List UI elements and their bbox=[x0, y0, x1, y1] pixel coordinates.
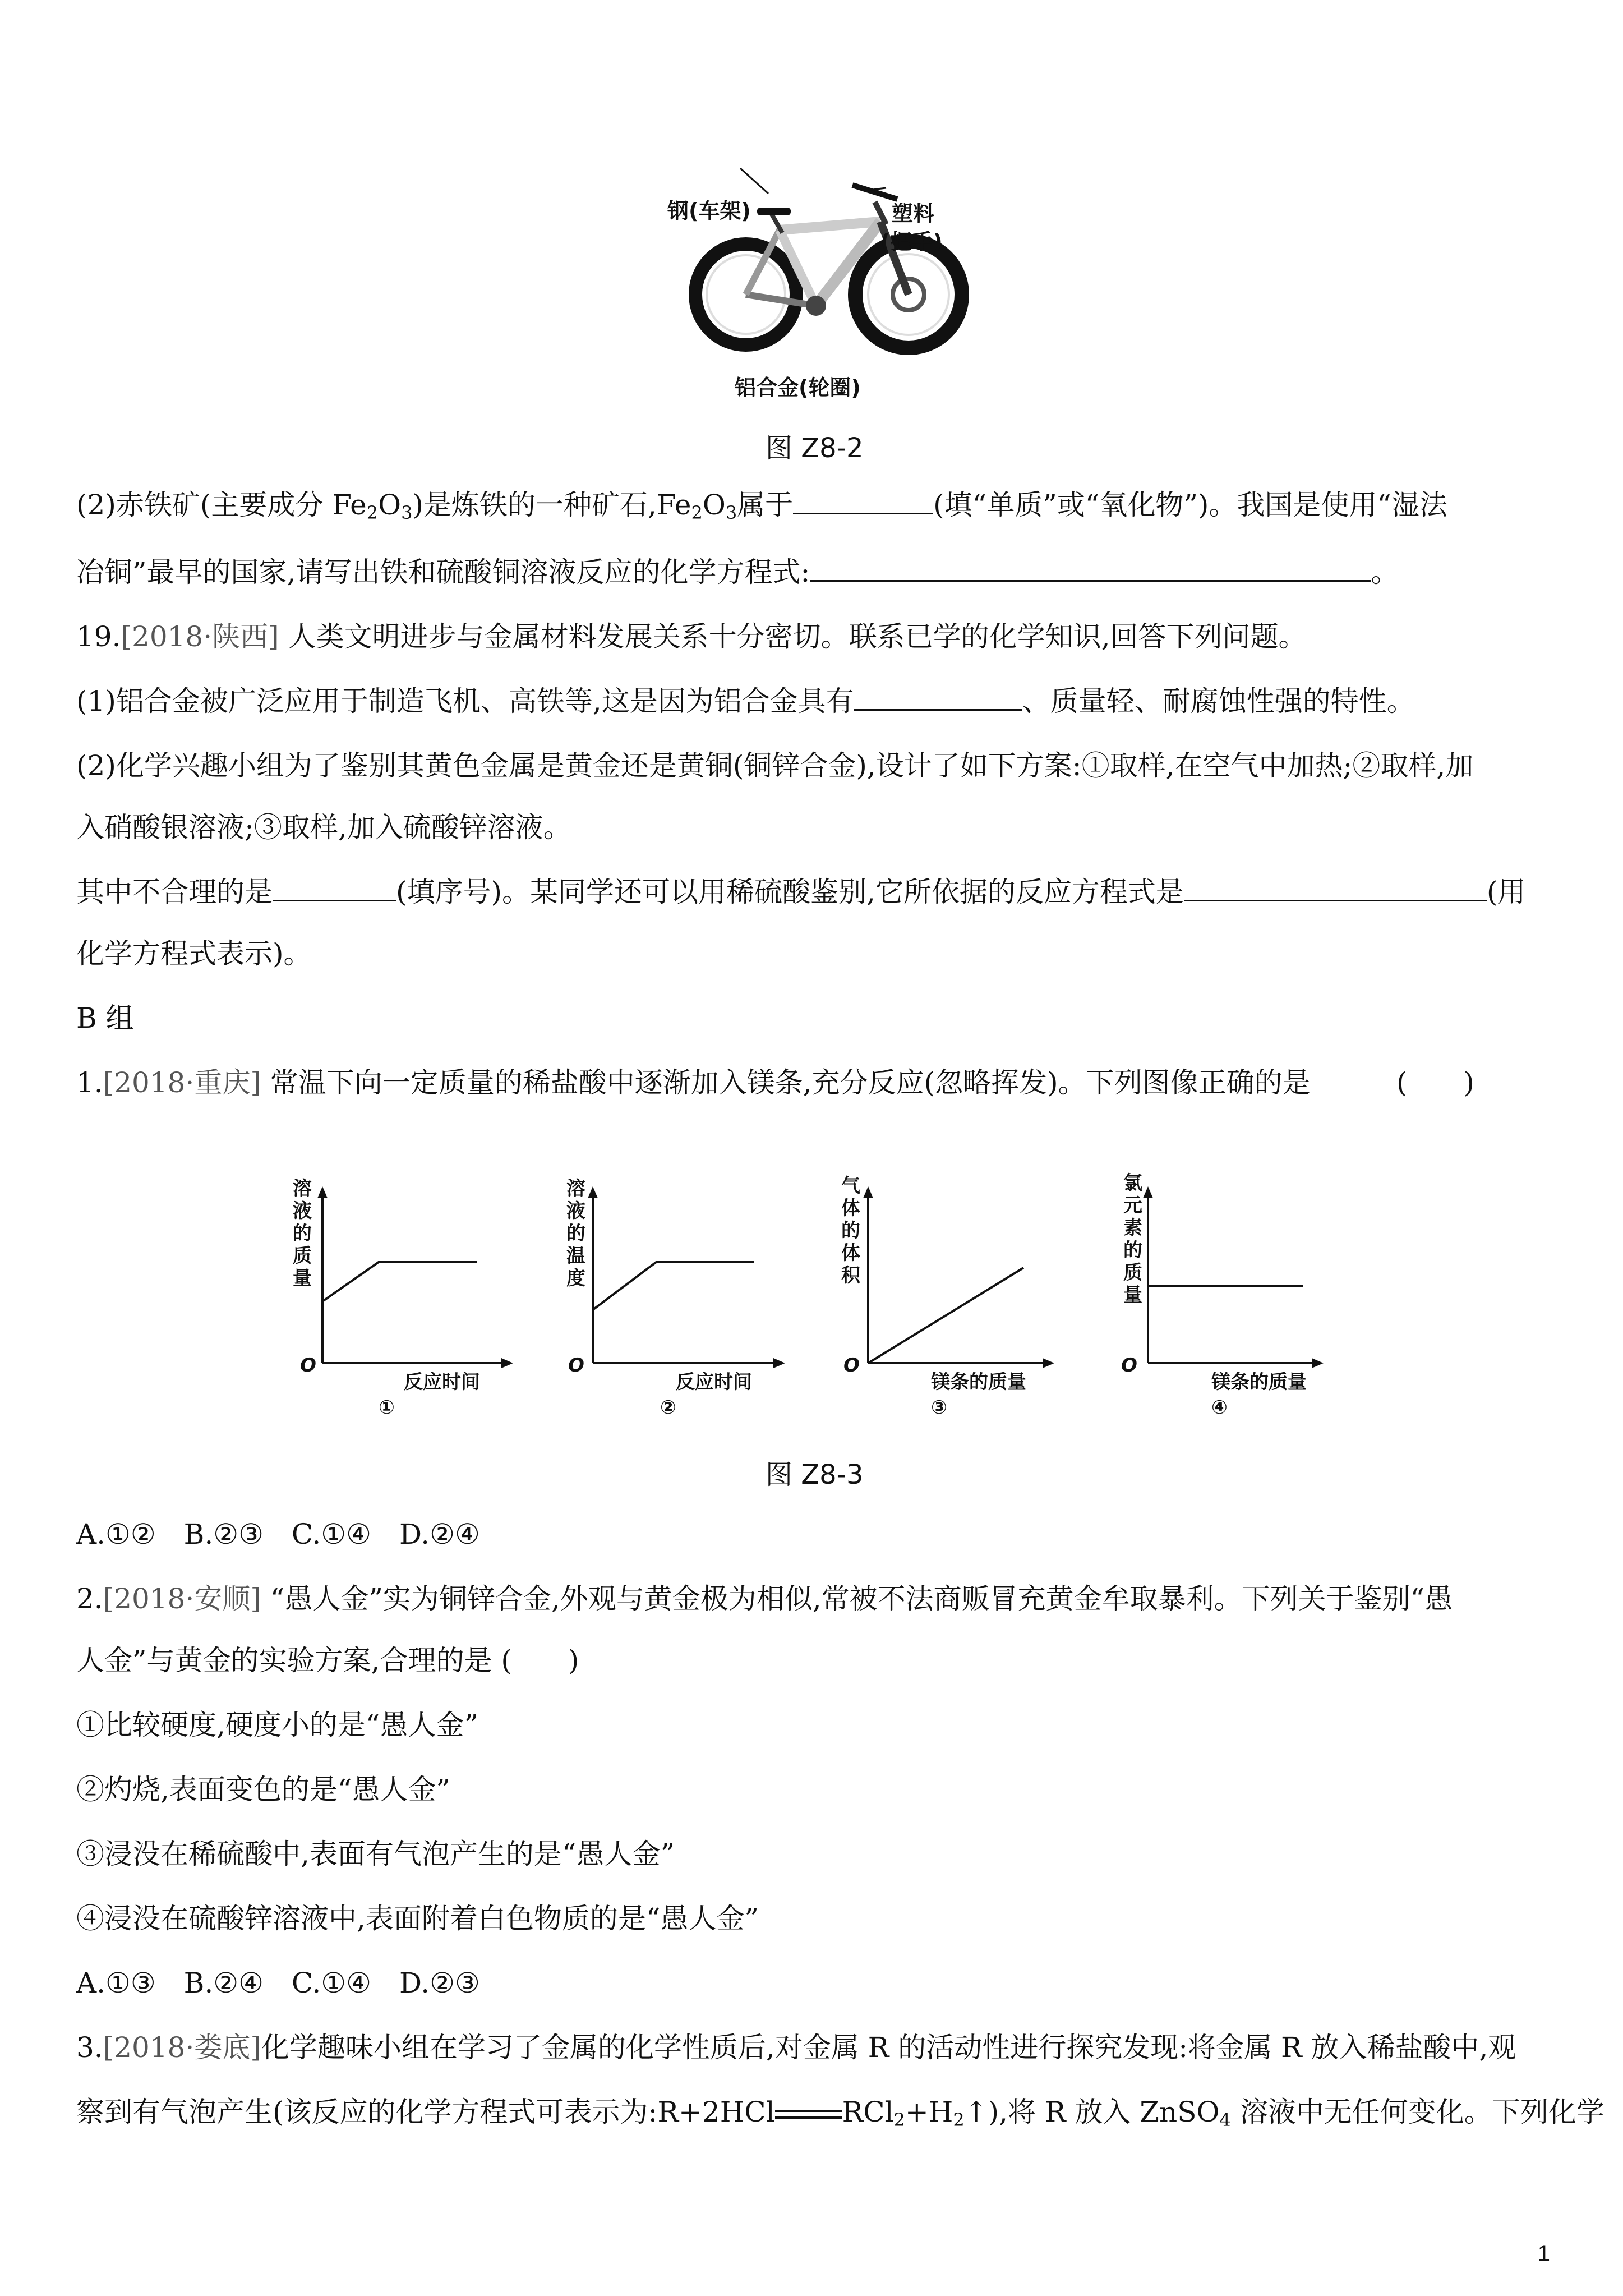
q19-part3-line2: 化学方程式表示)。 bbox=[76, 937, 312, 970]
graph-ylabel: 液 bbox=[566, 1200, 585, 1222]
graph-curve bbox=[322, 1262, 477, 1301]
q18-part2-line1: (2)赤铁矿(主要成分 $Fe_2O_3$)是炼铁的一种矿石$,Fe_2O_3$属于 (填“单质”或“氧化物”)。我国是使用“湿法 bbox=[76, 489, 1447, 523]
graph-ylabel: 氯 bbox=[1123, 1172, 1142, 1194]
b2-stem-line2: 人金”与黄金的实验方案,合理的是 ( ) bbox=[76, 1644, 579, 1677]
answer-blank[interactable] bbox=[1184, 875, 1487, 901]
source-tag: [2018·安顺] bbox=[103, 1582, 261, 1615]
q19-part2-line2: 入硝酸银溶液;③取样,加入硫酸锌溶液。 bbox=[76, 811, 571, 844]
figure-caption-z8-2: 图 Z8-2 bbox=[766, 432, 864, 464]
equation-sign bbox=[775, 2110, 842, 2119]
b3-stem-line2: 察到有气泡产生(该反应的化学方程式可表示为:R+2HCl $RCl_2+H_2↑$),将 R 放入 ZnSO$_4$ 溶液中无任何变化。下列化学 bbox=[76, 2096, 1604, 2131]
graph-origin: O bbox=[843, 1354, 860, 1377]
graph-ylabel: 体 bbox=[841, 1197, 860, 1220]
q19-part2-line1: (2)化学兴趣小组为了鉴别其黄色金属是黄金还是黄铜(铜锌合金),设计了如下方案:①取样,在空气中加热;②取样,加 bbox=[76, 749, 1474, 782]
page-number: 1 bbox=[1537, 2241, 1550, 2266]
graph-ylabel: 度 bbox=[566, 1267, 585, 1290]
graph-curve bbox=[868, 1268, 1023, 1363]
graph-ylabel: 溶 bbox=[293, 1177, 312, 1200]
graph-origin: O bbox=[568, 1354, 584, 1377]
answer-blank[interactable] bbox=[793, 488, 933, 514]
b1-answer-paren: ( ) bbox=[1396, 1066, 1475, 1099]
graph-ylabel: 积 bbox=[841, 1264, 860, 1287]
graph-ylabel: 的 bbox=[841, 1220, 860, 1242]
graph-2 bbox=[558, 1161, 805, 1430]
graph-ylabel: 的 bbox=[293, 1222, 312, 1245]
graph-xlabel: 镁条的质量 bbox=[1211, 1371, 1307, 1393]
b3-stem-line1: 3.[2018·娄底]化学趣味小组在学习了金属的化学性质后,对金属 R 的活动性进行探究发现:将金属 R 放入稀盐酸中,观 bbox=[76, 2031, 1516, 2064]
graph-ylabel: 的 bbox=[1123, 1239, 1142, 1262]
graph-xlabel: 反应时间 bbox=[676, 1371, 752, 1393]
group-b-heading: B 组 bbox=[76, 1002, 134, 1034]
answer-blank[interactable] bbox=[273, 875, 396, 901]
graph-ylabel: 溶 bbox=[566, 1177, 585, 1200]
label-plastic-sub: (把手) bbox=[880, 229, 943, 254]
b2-item-3: ③浸没在稀硫酸中,表面有气泡产生的是“愚人金” bbox=[76, 1838, 675, 1870]
graph-3 bbox=[836, 1161, 1082, 1430]
b2-stem-line1: 2.[2018·安顺] “愚人金”实为铜锌合金,外观与黄金极为相似,常被不法商贩冒充黄金牟取暴利。下列关于鉴别“愚 bbox=[76, 1582, 1453, 1615]
b1-stem: 1.[2018·重庆] 常温下向一定质量的稀盐酸中逐渐加入镁条,充分反应(忽略挥发)。下列图像正确的是 bbox=[76, 1066, 1311, 1099]
source-tag: [2018·娄底] bbox=[103, 2031, 261, 2064]
label-plastic: 塑料 bbox=[892, 201, 935, 226]
graph-curve bbox=[593, 1262, 754, 1310]
graph-1 bbox=[280, 1161, 527, 1430]
graph-ylabel: 温 bbox=[566, 1245, 585, 1267]
b2-item-1: ①比较硬度,硬度小的是“愚人金” bbox=[76, 1709, 479, 1741]
source-tag: [2018·重庆] bbox=[103, 1066, 261, 1099]
source-tag: [2018·陕西] bbox=[121, 620, 279, 653]
b2-item-4: ④浸没在硫酸锌溶液中,表面附着白色物质的是“愚人金” bbox=[76, 1902, 759, 1935]
graph-ylabel: 质 bbox=[293, 1245, 312, 1267]
b2-item-2: ②灼烧,表面变色的是“愚人金” bbox=[76, 1773, 451, 1806]
graph-xlabel: 镁条的质量 bbox=[931, 1371, 1026, 1393]
q19-stem: 19.[2018·陕西] 人类文明进步与金属材料发展关系十分密切。联系已学的化学知识,回答下列问题。 bbox=[76, 620, 1307, 653]
graph-ylabel: 的 bbox=[566, 1222, 585, 1245]
graph-xlabel: 反应时间 bbox=[404, 1371, 480, 1393]
q18-part2-line2: 冶铜”最早的国家,请写出铁和硫酸铜溶液反应的化学方程式: 。 bbox=[76, 556, 1399, 588]
figure-caption-z8-3: 图 Z8-3 bbox=[766, 1459, 864, 1490]
q19-part3-line1: 其中不合理的是 (填序号)。某同学还可以用稀硫酸鉴别,它所依据的反应方程式是 (用 bbox=[76, 876, 1526, 908]
graph-number: ② bbox=[660, 1396, 676, 1419]
graph-ylabel: 量 bbox=[1123, 1284, 1142, 1306]
graph-origin: O bbox=[300, 1354, 316, 1377]
answer-blank[interactable] bbox=[810, 555, 1371, 582]
graph-ylabel: 量 bbox=[293, 1267, 312, 1290]
graph-4 bbox=[1113, 1161, 1360, 1430]
label-steel: 钢(车架) bbox=[667, 199, 751, 223]
graph-ylabel: 素 bbox=[1123, 1217, 1142, 1239]
graph-ylabel: 元 bbox=[1123, 1194, 1142, 1217]
label-alloy: 铝合金(轮圈) bbox=[735, 375, 861, 400]
answer-blank[interactable] bbox=[854, 684, 1022, 711]
graph-number: ③ bbox=[931, 1396, 947, 1419]
graph-ylabel: 液 bbox=[293, 1200, 312, 1222]
graph-ylabel: 气 bbox=[841, 1175, 860, 1197]
q19-part1: (1)铝合金被广泛应用于制造飞机、高铁等,这是因为铝合金具有 、质量轻、耐腐蚀性强的特性。 bbox=[76, 685, 1415, 717]
graph-ylabel: 质 bbox=[1123, 1262, 1142, 1284]
b2-options: A.①③ B.②④ C.①④ D.②③ bbox=[76, 1967, 480, 1999]
graph-number: ④ bbox=[1211, 1396, 1228, 1419]
graph-ylabel: 体 bbox=[841, 1242, 860, 1264]
graph-origin: O bbox=[1121, 1354, 1137, 1377]
graph-number: ① bbox=[379, 1396, 395, 1419]
b1-options: A.①② B.②③ C.①④ D.②④ bbox=[76, 1518, 480, 1550]
